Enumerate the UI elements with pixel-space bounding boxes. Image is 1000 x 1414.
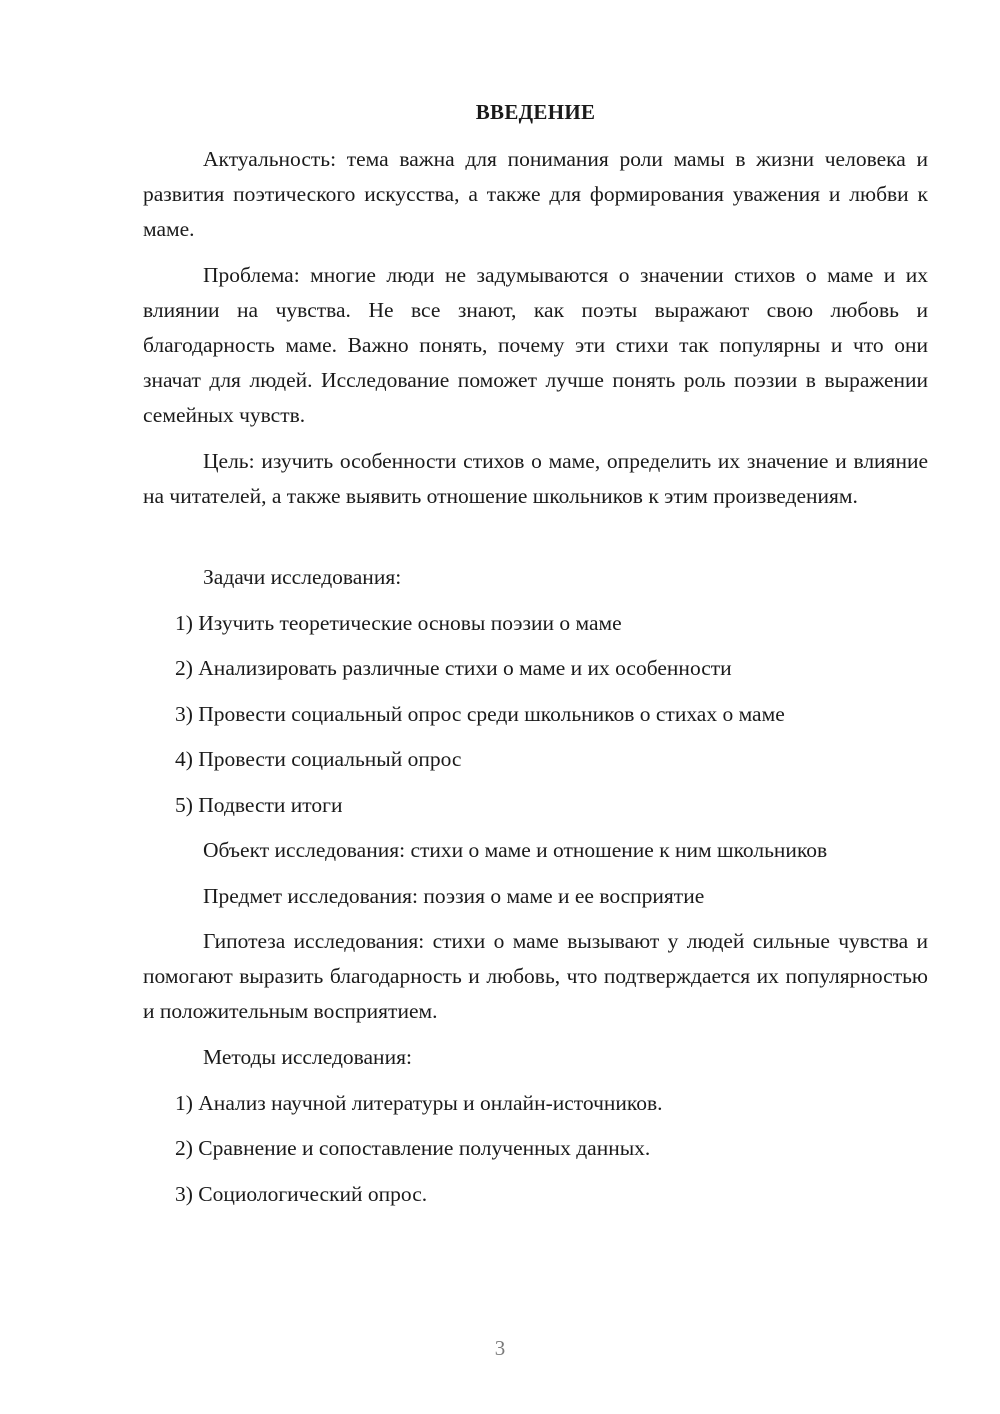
- methods-heading: [143, 1040, 928, 1075]
- paragraph-problem-text: Проблема: многие люди не задумываются о значении стихов о маме и их влиянии на чувства. Не все знают, как поэты выражают свою любовь и благодарность маме. Важно понять, почему эти стихи так популярны и что они значат для людей. Исследование поможет лучше понять роль поэзии в выражении семейных чувств.: [143, 263, 928, 427]
- task-item-3: [143, 697, 928, 732]
- task-item-5: [143, 788, 928, 823]
- method-item-2: [143, 1131, 928, 1166]
- research-subject: [143, 879, 928, 914]
- method-item-text: 2) Сравнение и сопоставление полученных данных.: [175, 1136, 651, 1160]
- research-object: [143, 833, 928, 868]
- paragraph-relevance: [143, 142, 928, 247]
- tasks-heading: [143, 560, 928, 595]
- method-item-text: 1) Анализ научной литературы и онлайн-источников.: [175, 1091, 663, 1115]
- paragraph-hypothesis: [143, 924, 928, 1029]
- task-item-2: [143, 651, 928, 686]
- task-item-text: 1) Изучить теоретические основы поэзии о маме: [175, 611, 622, 635]
- method-item-text: 3) Социологический опрос.: [175, 1182, 428, 1206]
- paragraph-problem: [143, 258, 928, 433]
- method-item-1: [143, 1086, 928, 1121]
- paragraph-goal: [143, 444, 928, 514]
- task-item-text: 3) Провести социальный опрос среди школьников о стихах о маме: [175, 702, 785, 726]
- task-item-4: [143, 742, 928, 777]
- research-object-text: Объект исследования: стихи о маме и отношение к ним школьников: [203, 838, 828, 862]
- method-item-3: [143, 1177, 928, 1212]
- task-item-text: 5) Подвести итоги: [175, 793, 343, 817]
- page-number: 3: [494, 1336, 506, 1360]
- paragraph-goal-text: Цель: изучить особенности стихов о маме, определить их значение и влияние на читателей, а также выявить отношение школьников к этим произведениям.: [143, 449, 928, 508]
- tasks-heading-text: Задачи исследования:: [203, 565, 402, 589]
- task-item-text: 2) Анализировать различные стихи о маме и их особенности: [175, 656, 732, 680]
- research-subject-text: Предмет исследования: поэзия о маме и ее восприятие: [203, 884, 705, 908]
- methods-heading-text: Методы исследования:: [203, 1045, 412, 1069]
- task-item-1: [143, 606, 928, 641]
- task-item-text: 4) Провести социальный опрос: [175, 747, 462, 771]
- paragraph-hypothesis-text: Гипотеза исследования: стихи о маме вызывают у людей сильные чувства и помогают выразить благодарность и любовь, что подтверждается их популярностью и положительным восприятием.: [143, 929, 928, 1023]
- paragraph-relevance-text: Актуальность: тема важна для понимания роли мамы в жизни человека и развития поэтического искусства, а также для формирования уважения и любви к маме.: [143, 147, 928, 241]
- section-title: ВВЕДЕНИЕ: [475, 100, 596, 124]
